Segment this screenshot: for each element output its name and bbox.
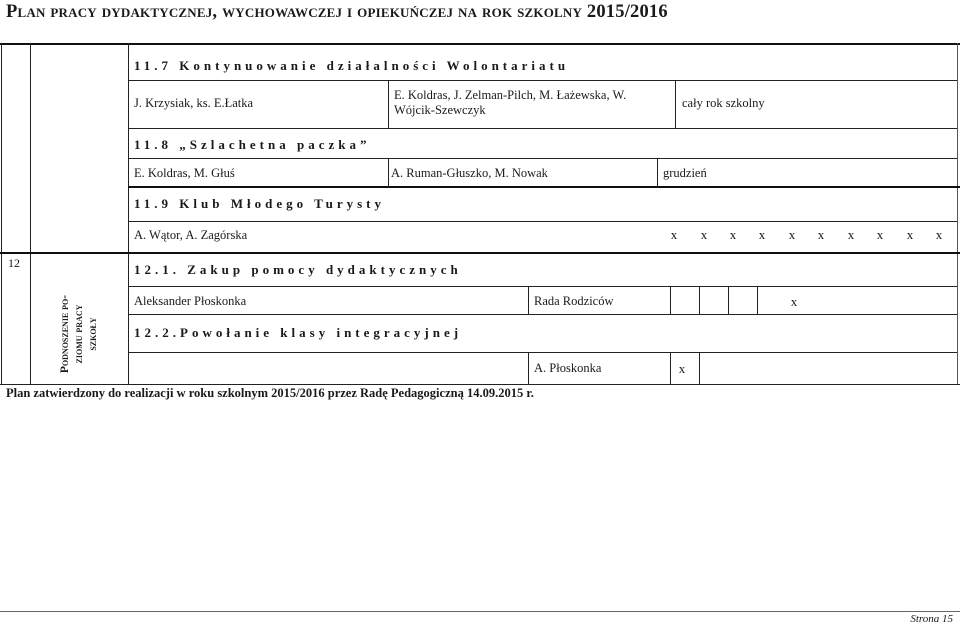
column-divider-number xyxy=(30,43,31,385)
row-line xyxy=(128,352,957,353)
row-line xyxy=(128,158,957,159)
team-cell: A. Ruman-Głuszko, M. Nowak xyxy=(391,166,548,180)
footer-line xyxy=(0,611,960,612)
page-number: Strona 15 xyxy=(910,613,953,625)
cell-divider xyxy=(528,352,529,384)
cell-divider xyxy=(528,286,529,314)
row-line xyxy=(128,128,957,129)
mark-x: x xyxy=(758,227,766,242)
row-line xyxy=(128,80,957,81)
mark-x: x xyxy=(670,227,678,242)
mark-x: x xyxy=(935,227,943,242)
row-line xyxy=(128,314,957,315)
page-title: Plan pracy dydaktycznej, wychowawczej i opiekuńczej na rok szkolny 2015/2016 xyxy=(6,2,668,22)
section-heading-11-8: 11.8 „Szlachetna paczka” xyxy=(134,137,371,152)
row-line xyxy=(128,286,957,287)
mark-x: x xyxy=(906,227,914,242)
cell-divider xyxy=(670,352,671,384)
coordinator-cell: A. Wątor, A. Zagórska xyxy=(134,228,248,242)
coordinator-cell: Aleksander Płoskonka xyxy=(134,294,247,308)
mark-x: x xyxy=(847,227,855,242)
cell-divider xyxy=(699,352,700,384)
mark-x: x xyxy=(790,294,798,309)
coordinator-cell: J. Krzysiak, ks. E.Łatka xyxy=(134,96,254,110)
cell-divider xyxy=(388,158,389,186)
row-line xyxy=(128,221,957,222)
column-divider-label xyxy=(128,43,129,385)
table-bottom-border xyxy=(0,384,960,385)
coordinator-cell: E. Koldras, M. Głuś xyxy=(134,166,235,180)
row-line xyxy=(128,186,960,188)
approval-note: Plan zatwierdzony do realizacji w roku szkolnym 2015/2016 przez Radę Pedagogiczną 14.09.2015 r. xyxy=(6,386,534,400)
date-cell: grudzień xyxy=(663,166,707,180)
section-number: 12 xyxy=(8,256,20,270)
team-cell: Rada Rodziców xyxy=(534,294,614,308)
mark-x: x xyxy=(678,361,686,376)
table-left-border xyxy=(1,43,2,385)
cell-divider xyxy=(657,158,658,186)
mark-x: x xyxy=(788,227,796,242)
cell-divider xyxy=(728,286,729,314)
section-12-vertical-label xyxy=(40,260,118,380)
cell-divider xyxy=(388,80,389,128)
cell-divider xyxy=(757,286,758,314)
cell-divider xyxy=(670,286,671,314)
section-heading-12-2: 12.2.Powołanie klasy integracyjnej xyxy=(134,325,463,340)
vertical-label-line1: Podnoszenie po- xyxy=(59,294,71,374)
mark-x: x xyxy=(817,227,825,242)
section-heading-11-7: 11.7 Kontynuowanie działalności Wolontariatu xyxy=(134,58,570,73)
mark-x: x xyxy=(876,227,884,242)
table-right-border xyxy=(957,43,958,385)
cell-divider xyxy=(675,80,676,128)
vertical-label-line2: ziomu pracy xyxy=(73,304,85,364)
section-heading-12-1: 12.1. Zakup pomocy dydaktycznych xyxy=(134,262,462,277)
mark-x: x xyxy=(729,227,737,242)
team-cell: E. Koldras, J. Zelman-Pilch, M. Łażewska, W. Wójcik-Szewczyk xyxy=(394,88,627,117)
section-heading-11-9: 11.9 Klub Młodego Turysty xyxy=(134,196,385,211)
section-12-top-line xyxy=(0,252,960,254)
mark-x: x xyxy=(700,227,708,242)
date-cell: cały rok szkolny xyxy=(682,96,765,110)
cell-divider xyxy=(699,286,700,314)
team-cell: A. Płoskonka xyxy=(534,361,602,375)
vertical-label-line3: szkoły xyxy=(87,317,99,351)
table-top-border xyxy=(0,43,960,45)
